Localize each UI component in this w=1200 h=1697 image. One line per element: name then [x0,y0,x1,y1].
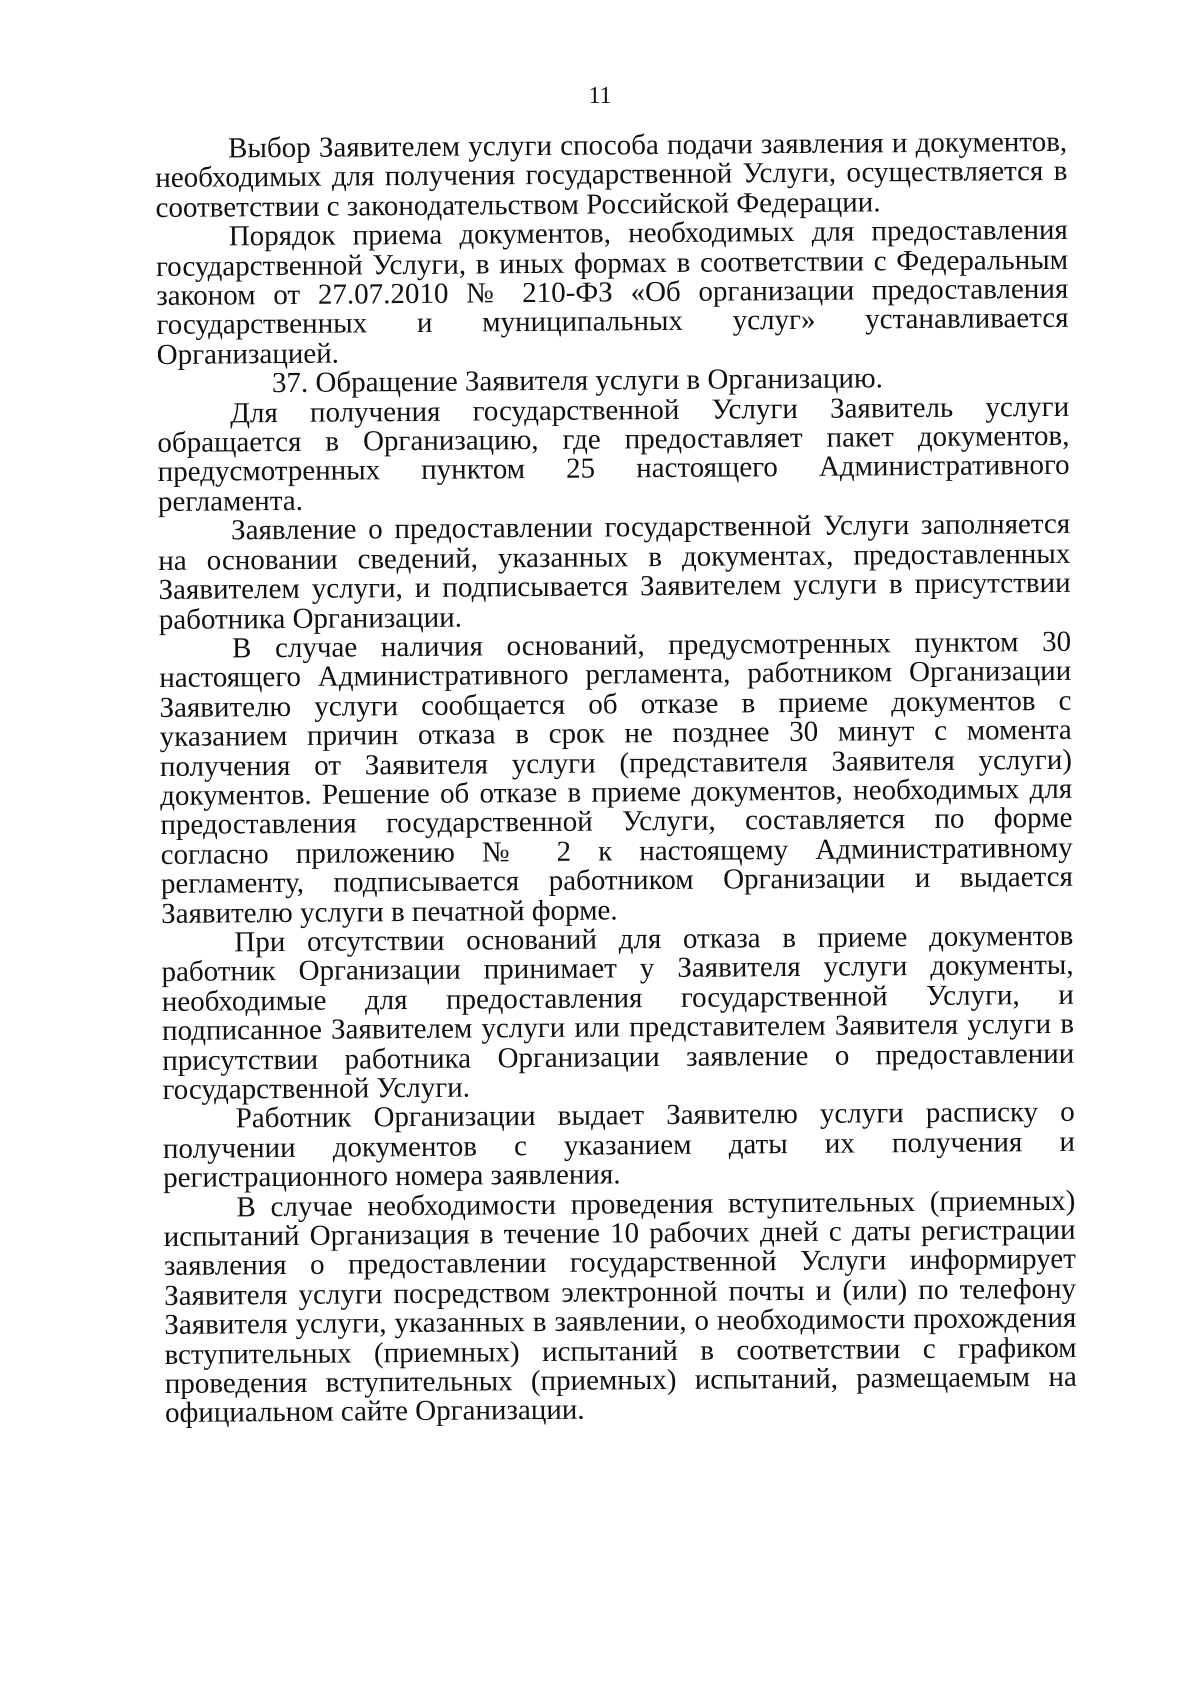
paragraph-document-package: Для получения государственной Услуги Заявитель услуги обращается в Организацию, где предоставляет пакет документов, предусмотренных пунктом 25 настоящего Административного регламента. [157,390,1070,518]
body-text [155,125,1077,1430]
section-heading-37: 37. Обращение Заявителя услуги в Организацию. [271,362,884,400]
paragraph-receipt-issued: Работник Организации выдает Заявителю услуги расписку о получении документов с указанием даты их получения и регистрационного номера заявления. [162,1096,1076,1195]
page-number: 11 [588,83,612,109]
paragraph-refusal-grounds: В случае наличия оснований, предусмотренных пунктом 30 настоящего Административного регламента, работником Организации Заявителю услуги сообщается об отказе в приеме документов с указанием причин отказа в срок не позднее 30 минут с момента получения от Заявителя услуги (представителя Заявителя услуги) документов. Решение об отказе в приеме документов, необходимых для предоставления государственной Услуги, составляется по форме согласно приложению № 2 к настоящему Административному регламенту, подписывается работником Организации и выдается Заявителю услуги в печатной форме. [159,625,1073,930]
paragraph-application-filling: Заявление о предоставлении государственной Услуги заполняется на основании сведений, указанных в документах, предоставленных Заявителем услуги, и подписывается Заявителем услуги в присутствии работника Организации. [158,508,1071,636]
paragraph-acceptance-procedure: Порядок приема документов, необходимых для предоставления государственной Услуги, в иных формах в соответствии с Федеральным законом от 27.07.2010 № 210-ФЗ «Об организации предоставления государственных и муниципальных услуг» устанавливается Организацией. [155,214,1069,371]
paragraph-documents-accepted: При отсутствии оснований для отказа в приеме документов работник Организации принимает у Заявителя услуги документы, необходимые для предоставления государственной Услуги, и подписанное Заявителем услуги или представителем Заявителя услуги в присутствии работника Организации заявление о предоставлении государственной Услуги. [161,919,1075,1106]
paragraph-entrance-tests: В случае необходимости проведения вступительных (приемных) испытаний Организация в течение 10 рабочих дней с даты регистрации заявления о предоставлении государственной Услуги информирует Заявителя услуги посредством электронной почты и (или) по телефону Заявителя услуги, указанных в заявлении, о необходимости прохождения вступительных (приемных) испытаний в соответствии с графиком проведения вступительных (приемных) испытаний, размещаемым на официальном сайте Организации. [163,1184,1077,1430]
paragraph-application-method: Выбор Заявителем услуги способа подачи заявления и документов, необходимых для получения государственной Услуги, осуществляется в соответствии с законодательством Российской Федерации. [155,125,1068,224]
